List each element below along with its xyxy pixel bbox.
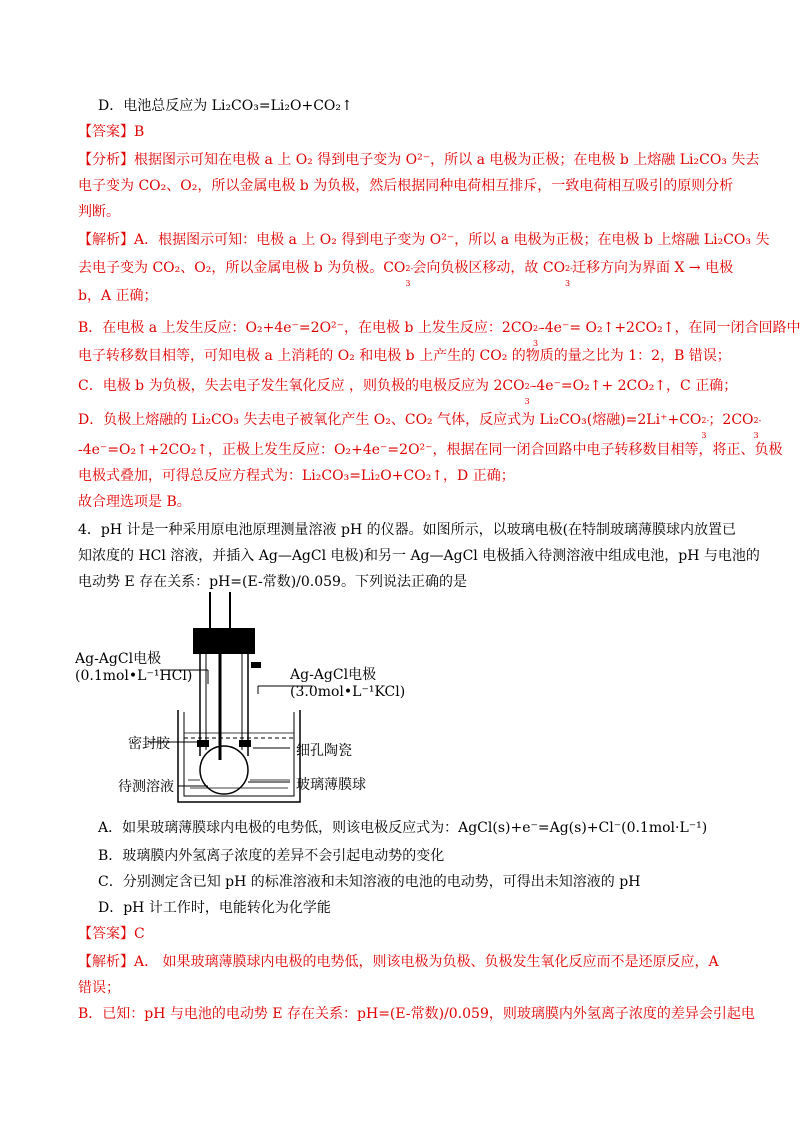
option-d-prev: D．电池总反应为 Li₂CO₃=Li₂O+CO₂↑ bbox=[98, 98, 353, 114]
explain-line-3: b，A 正确； bbox=[78, 288, 158, 304]
explain-d-line-2: -4e⁻=O₂↑+2CO₂↑，正极上发生反应：O₂+4e⁻=2O²⁻，根据在同一闭合回路中电子转移数目相等，将正、负极 bbox=[78, 442, 783, 458]
analysis-line-2: 电子变为 CO₂、O₂，所以金属电极 b 为负极，然后根据同种电荷相互排斥，一致电荷相互吸引的原则分析 bbox=[78, 178, 734, 194]
q4-stem-line-2: 知浓度的 HCl 溶液，并插入 Ag—AgCl 电极)和另一 Ag—AgCl 电极插入待测溶液中组成电池，pH 与电池的 bbox=[78, 548, 760, 564]
q4-option-a: A．如果玻璃薄膜球内电极的电势低，则该电极反应式为：AgCl(s)+e⁻=Ag(s)+Cl⁻(0.1mol·L⁻¹) bbox=[98, 820, 708, 836]
explain-b-line-2: 电子转移数目相等，可知电极 a 上消耗的 O₂ 和电极 b 上产生的 CO₂ 的物质的量之比为 1：2，B 错误； bbox=[78, 348, 731, 364]
side-port bbox=[251, 662, 261, 668]
label-test-solution: 待测溶液 bbox=[118, 779, 174, 795]
sealant-left bbox=[197, 740, 209, 747]
electrode-cap bbox=[193, 628, 255, 654]
label-ceramic: 细孔陶瓷 bbox=[296, 743, 352, 759]
analysis-line-1: 【分析】根据图示可知在电极 a 上 O₂ 得到电子变为 O²⁻，所以 a 电极为正极；在电极 b 上熔融 Li₂CO₃ 失去 bbox=[78, 152, 760, 168]
q4-option-d: D．pH 计工作时，电能转化为化学能 bbox=[98, 900, 331, 916]
explain-c-line-1: C．电极 b 为负极，失去电子发生氧化反应 ，则负极的电极反应为 2CO 2- 3 -4e⁻=O₂↑+ 2CO₂↑，C 正确； bbox=[78, 378, 738, 406]
q4-explain-line-1: 【解析】A． 如果玻璃薄膜球内电极的电势低，则该电极为负极、负极发生氧化反应而不是还原反应，A bbox=[78, 954, 719, 970]
q4-explain-line-2: 错误； bbox=[78, 980, 120, 996]
label-glass-bulb: 玻璃薄膜球 bbox=[296, 777, 366, 793]
q4-option-c: C．分别测定含已知 pH 的标准溶液和未知溶液的电池的电动势，可得出未知溶液的 pH bbox=[98, 874, 641, 890]
q4-stem-line-1: 4．pH 计是一种采用原电池原理测量溶液 pH 的仪器。如图所示，以玻璃电极(在特制玻璃薄膜球内放置已 bbox=[78, 522, 737, 538]
explain-line-2: 去电子变为 CO₂、O₂，所以金属电极 b 为负极。CO 2- 3 会向负极区移动，故 CO 2- 3 迁移方向为界面 X → 电极 bbox=[78, 260, 734, 288]
glass-bulb bbox=[200, 746, 248, 794]
q4-answer: 【答案】C bbox=[78, 926, 145, 942]
q4-option-b: B．玻璃膜内外氢离子浓度的差异不会引起电动势的变化 bbox=[98, 848, 445, 864]
explain-line-1: 【解析】A．根据图示可知：电极 a 上 O₂ 得到电子变为 O²⁻，所以 a 电极为正极；在电极 b 上熔融 Li₂CO₃ 失 bbox=[78, 232, 770, 248]
answer-prev: 【答案】B bbox=[78, 124, 145, 140]
label-left-electrode: Ag-AgCl电极 bbox=[75, 651, 162, 667]
explain-d-line-1: D．负极上熔融的 Li₂CO₃ 失去电子被氧化产生 O₂、CO₂ 气体，反应式为 Li₂CO₃(熔融)=2Li⁺+CO 2- 3 ；2CO 2- 3 bbox=[78, 412, 762, 440]
q4-stem-line-3: 电动势 E 存在关系：pH=(E-常数)/0.059。下列说法正确的是 bbox=[78, 574, 467, 590]
sealant-right bbox=[239, 740, 251, 747]
conclusion: 故合理选项是 B。 bbox=[78, 494, 191, 510]
analysis-line-3: 判断。 bbox=[78, 204, 120, 220]
q4-explain-line-3: B．已知：pH 与电池的电动势 E 存在关系：pH=(E-常数)/0.059，则玻璃膜内外氢离子浓度的差异会引起电 bbox=[78, 1006, 755, 1022]
explain-b-line-1: B．在电极 a 上发生反应：O₂+4e⁻=2O²⁻，在电极 b 上发生反应：2CO 2- 3 -4e⁻= O₂↑+2CO₂↑，在同一闭合回路中 bbox=[78, 320, 800, 348]
explain-d-line-3: 电极式叠加，可得总反应方程式为：Li₂CO₃=Li₂O+CO₂↑，D 正确； bbox=[78, 468, 515, 484]
label-right-conc: (3.0mol•L⁻¹KCl) bbox=[290, 684, 406, 700]
label-left-conc: (0.1mol•L⁻¹HCl) bbox=[75, 668, 193, 684]
label-sealant: 密封胶 bbox=[128, 736, 170, 752]
label-right-electrode: Ag-AgCl电极 bbox=[290, 667, 377, 683]
